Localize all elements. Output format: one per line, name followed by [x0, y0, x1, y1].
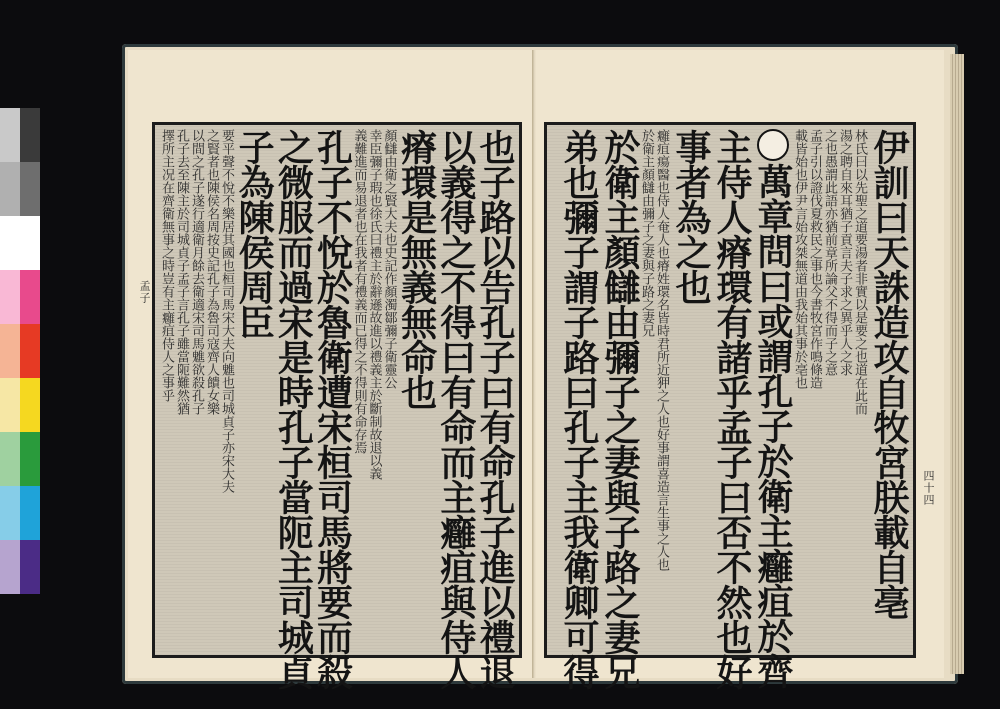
column-text: 擇所主况在齊衛無事之時豈有主癰疽侍人之事乎 — [158, 129, 174, 402]
commentary-column — [824, 129, 836, 651]
left-margin-label: 孟子 — [138, 280, 151, 304]
column-text: 弟也彌子謂子路曰孔子主我衛卿可得 — [558, 129, 600, 689]
left-columns — [158, 129, 516, 689]
column-text: 林氏曰以先聖之道要湯者非實以是要之也道在此而 — [852, 129, 867, 415]
right-text-frame — [544, 122, 916, 689]
column-text: 顏讎由衛之賢大夫也史記作顏濁鄒彌子衛靈公 — [381, 129, 397, 389]
main-text-column — [558, 129, 600, 689]
column-text: 要平聲不悅不樂居其國也桓司馬宋大夫向魋也司城貞子亦宋大夫 — [218, 129, 234, 493]
right-page — [536, 50, 944, 689]
calibration-patch — [20, 162, 40, 216]
commentary-column — [188, 129, 204, 651]
column-text: 之賢者也陳侯名周按史記孔子為魯司寇齊人饋女樂 — [203, 129, 219, 415]
page-edges — [950, 54, 964, 674]
open-book — [122, 44, 958, 689]
commentary-column — [353, 129, 365, 651]
commentary-column — [794, 129, 806, 651]
column-text: 也子路以告孔子曰有命孔子進以禮退 — [474, 129, 516, 689]
main-text-column — [395, 129, 438, 651]
calibration-patch — [0, 216, 20, 270]
calibration-patch — [20, 108, 40, 162]
column-text: 之微服而過宋是時孔子當阨主司城貞 — [272, 129, 315, 689]
commentary-column — [203, 129, 219, 651]
column-text: 之也愚謂此語亦猶前章所論父不得而子之意 — [822, 129, 837, 376]
main-text-column — [670, 129, 712, 651]
calibration-patch — [20, 270, 40, 324]
main-text-column — [599, 129, 641, 689]
column-text: 於衛主顏讎由彌子之妻與子路之妻兄 — [639, 129, 654, 337]
right-margin-label: 四十四 — [922, 470, 935, 506]
calibration-patch — [20, 540, 40, 594]
column-text: 萬章問曰或謂孔子於衛主癰疽於齊 — [752, 163, 794, 688]
calibration-patch — [20, 378, 40, 432]
calibration-patch — [20, 216, 40, 270]
main-text-column — [474, 129, 516, 689]
section-circle-mark — [757, 129, 789, 161]
main-text-column — [752, 129, 794, 688]
calibration-patch — [0, 540, 20, 594]
commentary-column — [173, 129, 189, 651]
column-text: 孔子不悅於魯衛遭宋桓司馬將要而殺 — [311, 129, 354, 689]
commentary-column — [839, 129, 851, 651]
commentary-column — [641, 129, 653, 651]
column-text: 孔子去至陳主於司城貞子孟子言孔子雖當阨難然猶 — [173, 129, 189, 415]
column-text: 載皆始也伊尹言始攻桀無道由我始其事於亳也 — [792, 129, 807, 389]
calibration-patch — [0, 270, 20, 324]
column-text: 孟子引以證伐夏救民之事也今書牧宮作鳴條造 — [807, 129, 822, 389]
main-text-column — [711, 129, 753, 689]
main-text-column — [272, 129, 315, 689]
left-page — [128, 50, 536, 689]
column-text: 於衛主顏讎由彌子之妻與子路之妻兄 — [599, 129, 641, 689]
column-text: 以義得之不得曰有命而主癰疽與侍人 — [434, 129, 477, 689]
column-text: 義難進而易退者也在我者有禮義而已得之不得則有命存焉 — [351, 129, 367, 454]
left-text-frame — [152, 122, 522, 689]
calibration-patch — [0, 324, 20, 378]
calibration-patch — [0, 378, 20, 432]
main-text-column — [311, 129, 354, 689]
commentary-column — [368, 129, 380, 651]
column-text: 子為陳侯周臣 — [233, 129, 276, 339]
calibration-patch — [0, 486, 20, 540]
calibration-patch — [0, 108, 20, 162]
main-text-column — [233, 129, 276, 651]
column-text: 瘠環是無義無命也 — [395, 129, 438, 409]
column-text: 以間之孔子遂行適衛月餘去衛適宋司馬魋欲殺孔子 — [188, 129, 204, 415]
main-text-column — [868, 129, 910, 651]
column-text: 主侍人瘠環有諸乎孟子曰否不然也好 — [711, 129, 753, 689]
right-columns — [553, 129, 910, 689]
calibration-patch — [0, 162, 20, 216]
commentary-column — [383, 129, 395, 651]
column-text: 事者為之也 — [670, 129, 712, 304]
commentary-column — [656, 129, 668, 651]
commentary-column — [158, 129, 174, 651]
calibration-patch — [20, 432, 40, 486]
column-text: 幸臣彌子瑕也徐氏曰禮主於辭遜故進以禮義主於斷制故退以義 — [366, 129, 382, 480]
column-text: 伊訓曰天誅造攻自牧宮朕載自亳 — [868, 129, 910, 619]
calibration-patch — [20, 486, 40, 540]
column-text: 湯之聘自來耳猶子貢言夫子求之異乎人之求 — [837, 129, 852, 376]
column-text: 癰疽瘍醫也侍人奄人也瘠姓環名皆時君所近狎之人也好事謂喜造言生事之人也 — [654, 129, 669, 571]
commentary-column — [854, 129, 866, 651]
commentary-column — [809, 129, 821, 651]
calibration-patch — [0, 432, 20, 486]
calibration-patch — [20, 324, 40, 378]
main-text-column — [434, 129, 477, 689]
commentary-column — [218, 129, 234, 651]
